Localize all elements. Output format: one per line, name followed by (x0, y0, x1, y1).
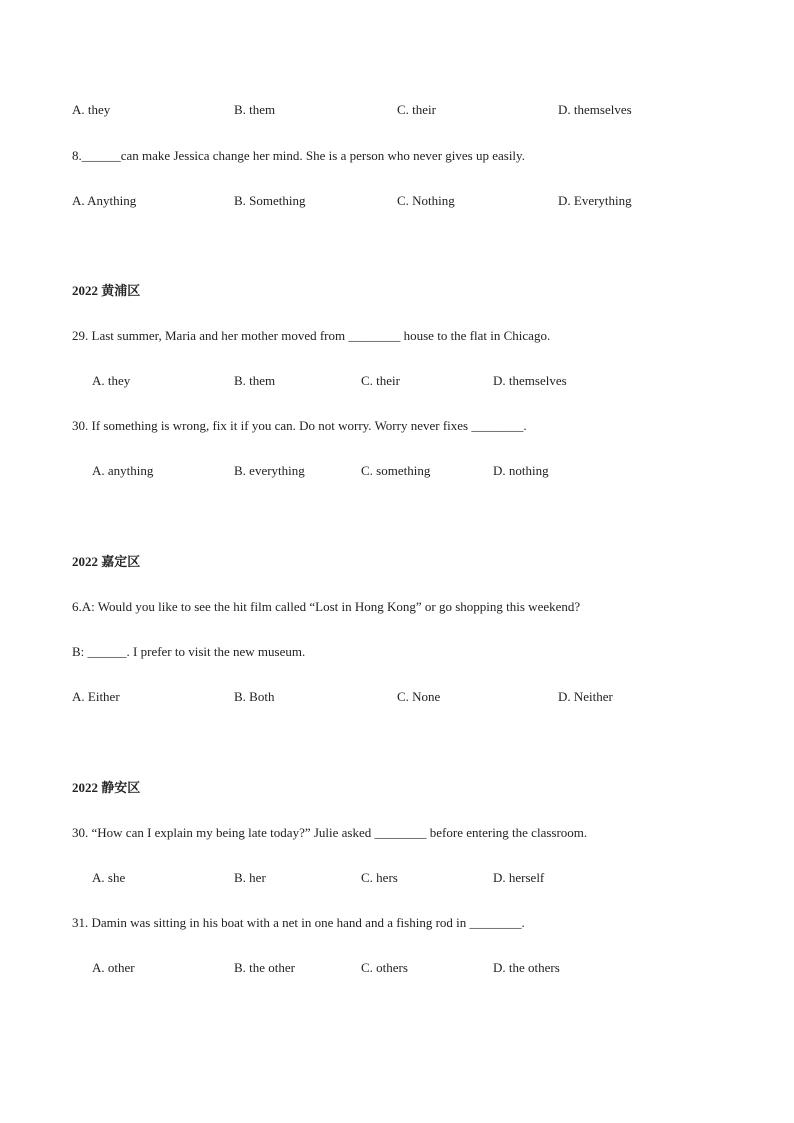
option-a: A. other (92, 960, 135, 975)
question-text: 6.A: Would you like to see the hit film called “Lost in Hong Kong” or go shopping this weekend? (72, 599, 581, 614)
option-b: B. them (234, 102, 276, 117)
option-c: C. None (397, 689, 441, 704)
option-d: D. Everything (558, 193, 632, 208)
option-c: C. others (361, 960, 408, 975)
option-a: A. Anything (72, 193, 137, 208)
question-text: 8.______can make Jessica change her mind. She is a person who never gives up easily. (72, 148, 525, 163)
option-b: B. Both (234, 689, 275, 704)
option-b: B. the other (234, 960, 296, 975)
option-a: A. they (92, 373, 131, 388)
option-a: A. they (72, 102, 111, 117)
section-heading: 2022 黄浦区 (72, 283, 141, 298)
option-b: B. them (234, 373, 276, 388)
option-d: D. nothing (493, 463, 549, 478)
question-text: 30. If something is wrong, fix it if you can. Do not worry. Worry never fixes ________. (72, 418, 527, 433)
option-d: D. Neither (558, 689, 613, 704)
option-c: C. something (361, 463, 431, 478)
option-b: B. her (234, 870, 266, 885)
question-text: 30. “How can I explain my being late today?” Julie asked ________ before entering the classroom. (72, 825, 588, 840)
option-d: D. themselves (493, 373, 567, 388)
answer-line: B: ______. I prefer to visit the new museum. (72, 644, 306, 659)
option-d: D. herself (493, 870, 545, 885)
options-row (0, 373, 794, 389)
option-d: D. themselves (558, 102, 632, 117)
option-a: A. Either (72, 689, 120, 704)
option-d: D. the others (493, 960, 560, 975)
options-row (0, 193, 794, 209)
options-row (0, 689, 794, 705)
section-heading: 2022 嘉定区 (72, 554, 141, 569)
option-c: C. their (361, 373, 400, 388)
options-row (0, 960, 794, 976)
options-row (0, 102, 794, 118)
question-text: 29. Last summer, Maria and her mother moved from ________ house to the flat in Chicago. (72, 328, 551, 343)
section-heading: 2022 静安区 (72, 780, 141, 795)
option-b: B. everything (234, 463, 305, 478)
option-a: A. anything (92, 463, 154, 478)
options-row (0, 870, 794, 886)
options-row (0, 463, 794, 479)
option-c: C. Nothing (397, 193, 455, 208)
option-b: B. Something (234, 193, 306, 208)
question-text: 31. Damin was sitting in his boat with a net in one hand and a fishing rod in ________. (72, 915, 525, 930)
option-a: A. she (92, 870, 126, 885)
option-c: C. their (397, 102, 436, 117)
option-c: C. hers (361, 870, 398, 885)
